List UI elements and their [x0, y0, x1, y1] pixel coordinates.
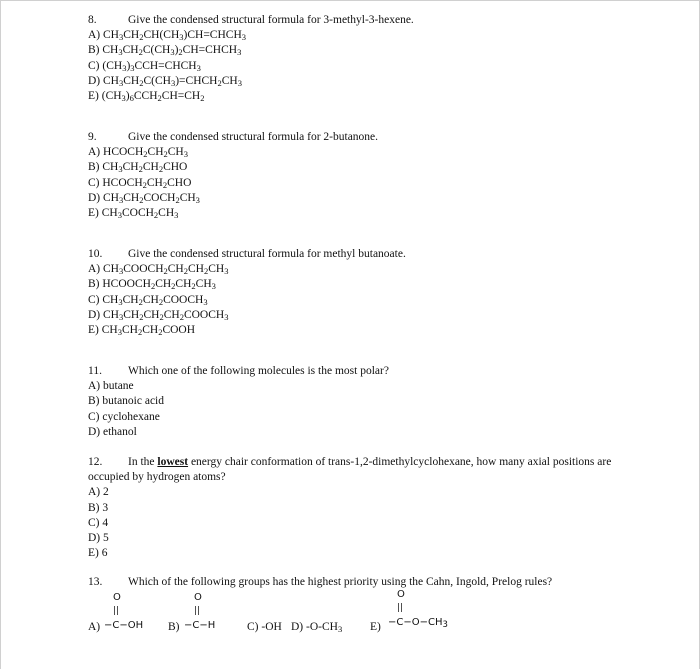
formula-subscript: 3 — [195, 194, 200, 205]
page-border-top — [0, 0, 700, 1]
option-e — [88, 323, 658, 338]
question-11 — [88, 364, 658, 440]
group-a-formula: −C−OH — [104, 620, 144, 631]
formula-subscript: 3 — [196, 62, 201, 73]
question-text: Which one of the following molecules is the most polar? — [128, 365, 389, 377]
formula-subscript: 2 — [183, 266, 188, 277]
question-12 — [88, 455, 658, 561]
option-e — [88, 89, 658, 104]
formula-text: CH — [188, 263, 204, 276]
question-text-start: In the — [128, 456, 158, 468]
formula-subscript: 3 — [179, 32, 184, 43]
formula-subscript: 2 — [158, 296, 164, 307]
carbonyl-oxygen-e: O — [397, 589, 405, 600]
formula-subscript: 3 — [118, 47, 123, 58]
option-label: D) — [88, 308, 101, 321]
formula-text: CH — [101, 324, 118, 337]
question-number: 9. — [88, 131, 97, 143]
formula-subscript: 3 — [119, 32, 124, 43]
question-number: 10. — [88, 248, 103, 260]
formula-text: CH — [142, 324, 159, 337]
option-label: E) — [88, 90, 99, 103]
formula-text: CH — [121, 324, 138, 337]
formula-text: CH — [102, 161, 119, 174]
page-border-left — [0, 0, 1, 669]
option-d — [88, 308, 658, 323]
option-a — [88, 28, 658, 43]
question-8 — [88, 13, 658, 104]
formula-text: CH=CHCH — [182, 44, 238, 57]
formula-subscript: 2 — [203, 266, 209, 277]
group-e-formula — [388, 617, 448, 628]
formula-text: CH — [221, 74, 238, 87]
formula-text: CH — [103, 29, 119, 42]
formula-subscript: 3 — [121, 93, 126, 104]
formula-text: CH — [123, 308, 140, 321]
question-text: Give the condensed structural formula for methyl butanoate. — [128, 248, 406, 260]
formula-subscript: 2 — [142, 179, 147, 190]
formula-subscript: 2 — [159, 311, 164, 322]
option-label: C) — [88, 293, 100, 306]
option-c — [88, 176, 658, 191]
formula-subscript: 3 — [118, 296, 123, 307]
formula-text: CH — [123, 74, 140, 87]
formula-subscript: 2 — [171, 281, 176, 292]
formula-subscript: 3 — [183, 149, 188, 160]
formula-text: CH — [103, 308, 119, 321]
carbonyl-oxygen-a: O — [113, 592, 121, 603]
formula-subscript: 3 — [237, 77, 242, 88]
formula-text: CH — [146, 176, 163, 189]
formula-text: CH — [208, 263, 225, 276]
option-c: C) cyclohexane — [88, 410, 160, 423]
option-label: B) — [88, 278, 100, 291]
formula-text: HCOOCH — [102, 278, 151, 291]
formula-text: CH — [195, 278, 212, 291]
formula-text: CH — [143, 308, 160, 321]
formula-text: CH — [103, 263, 119, 276]
option-c: C) -OH — [247, 621, 282, 633]
formula-subscript: 3 — [170, 77, 176, 88]
question-10-stem — [88, 247, 658, 262]
question-12-stem — [88, 455, 658, 470]
option-a — [88, 262, 658, 277]
question-number: 11. — [88, 365, 102, 377]
option-b — [88, 160, 658, 175]
formula-text: C(CH — [143, 74, 171, 87]
group-e-subscript: 3 — [442, 620, 448, 630]
formula-subscript: 2 — [217, 77, 222, 88]
option-label: A) — [88, 146, 101, 159]
option-e-label: E) — [370, 621, 381, 633]
question-13 — [88, 575, 658, 590]
formula-text: CH — [101, 207, 118, 220]
option-b: B) 3 — [88, 501, 109, 514]
formula-text: )CH=CHCH — [183, 29, 242, 42]
option-a — [88, 145, 658, 160]
option-a-label: A) — [88, 621, 101, 633]
option-d: D) 5 — [88, 532, 109, 545]
formula-text: )=CHCH — [175, 74, 218, 87]
formula-text: CH — [147, 146, 164, 159]
formula-text: CH=CH — [161, 90, 201, 103]
formula-text: CH — [158, 207, 175, 220]
option-label: D) — [88, 191, 101, 204]
option-d-subscript: 3 — [337, 624, 343, 634]
question-text: Give the condensed structural formula for 3-methyl-3-hexene. — [128, 14, 414, 26]
formula-text: COCH — [121, 207, 154, 220]
double-bond-b: || — [194, 606, 201, 616]
formula-subscript: 2 — [157, 93, 162, 104]
formula-subscript: 2 — [139, 194, 144, 205]
option-d — [88, 191, 658, 206]
formula-subscript: 2 — [162, 179, 168, 190]
question-10-options — [88, 262, 658, 338]
question-13-stem — [88, 575, 658, 590]
formula-text: CH — [175, 278, 192, 291]
formula-text: COOCH — [183, 308, 225, 321]
question-text-end: energy chair conformation of trans-1,2-dimethylcyclohexane, how many axial positions are — [188, 456, 612, 468]
option-label: D) — [88, 74, 101, 87]
formula-text: COCH — [143, 191, 176, 204]
question-text-continued: occupied by hydrogen atoms? — [88, 471, 226, 484]
formula-text: C(CH — [142, 44, 171, 57]
option-b — [88, 43, 658, 58]
option-label: A) — [88, 29, 101, 42]
formula-subscript: 3 — [122, 62, 127, 73]
formula-subscript: 3 — [174, 210, 179, 221]
formula-text: CH — [103, 74, 119, 87]
formula-subscript: 2 — [163, 149, 168, 160]
option-a: A) 2 — [88, 486, 109, 499]
question-text: Give the condensed structural formula for 2-butanone. — [128, 131, 379, 143]
formula-subscript: 3 — [130, 62, 135, 73]
option-label: E) — [88, 207, 99, 220]
formula-subscript: 2 — [191, 281, 196, 292]
formula-subscript: 2 — [200, 93, 205, 104]
formula-text: CH — [122, 44, 139, 57]
formula-subscript: 2 — [158, 327, 163, 338]
formula-text: CHO — [167, 176, 192, 189]
formula-text: CH — [123, 191, 140, 204]
formula-text: (CH — [101, 90, 122, 103]
formula-subscript: 2 — [139, 32, 144, 43]
formula-text: (CH — [102, 59, 123, 72]
formula-subscript: 3 — [224, 266, 229, 277]
formula-text: CH — [122, 161, 139, 174]
question-9 — [88, 130, 658, 221]
formula-subscript: 2 — [158, 164, 164, 175]
option-c — [88, 59, 658, 74]
formula-subscript: 3 — [117, 210, 122, 221]
formula-text: CH — [122, 293, 139, 306]
formula-subscript: 2 — [163, 266, 168, 277]
formula-subscript: 2 — [175, 194, 180, 205]
formula-subscript: 3 — [241, 32, 247, 43]
formula-subscript: 3 — [211, 281, 216, 292]
question-text: Which of the following groups has the highest priority using the Cahn, Ingold, Prelog rules? — [128, 576, 553, 588]
formula-text: HCOCH — [102, 176, 143, 189]
formula-text: CH — [167, 263, 184, 276]
formula-subscript: 2 — [153, 210, 159, 221]
formula-subscript: 2 — [138, 47, 143, 58]
formula-subscript: 3 — [117, 327, 122, 338]
formula-subscript: 3 — [119, 266, 124, 277]
option-label: B) — [88, 44, 100, 57]
formula-subscript: 2 — [150, 281, 156, 292]
option-b: B) butanoic acid — [88, 395, 165, 408]
carbonyl-oxygen-b: O — [194, 592, 202, 603]
formula-text: COOH — [162, 324, 196, 337]
question-9-stem — [88, 130, 658, 145]
option-b-label: B) — [168, 621, 180, 633]
formula-text: CCH=CHCH — [134, 59, 197, 72]
option-label: C) — [88, 59, 100, 72]
formula-text: CH — [103, 191, 119, 204]
formula-text: ) — [125, 90, 130, 103]
formula-subscript: 3 — [119, 77, 124, 88]
formula-text: CH — [102, 44, 119, 57]
formula-text: COOCH — [163, 293, 204, 306]
option-e — [88, 206, 658, 221]
formula-subscript: 2 — [138, 296, 143, 307]
question-9-options — [88, 145, 658, 221]
formula-subscript: 2 — [138, 164, 143, 175]
formula-text: HCOCH — [103, 146, 144, 159]
group-e-text: −C−O−CH — [388, 617, 443, 628]
question-number: 13. — [88, 576, 103, 588]
formula-text: CH — [179, 191, 196, 204]
option-e: E) 6 — [88, 547, 108, 560]
option-d-text: D) -O-CH — [291, 621, 338, 633]
option-c — [88, 293, 658, 308]
question-8-stem — [88, 13, 658, 28]
double-bond-e: || — [397, 603, 404, 613]
formula-text: CH(CH — [143, 29, 180, 42]
formula-subscript: 2 — [179, 311, 184, 322]
question-8-options — [88, 28, 658, 104]
formula-text: CHO — [163, 161, 188, 174]
formula-text: CH — [123, 29, 140, 42]
option-d — [88, 74, 658, 89]
question-number: 12. — [88, 456, 103, 468]
formula-text: CH — [142, 293, 159, 306]
option-label: B) — [88, 161, 100, 174]
formula-text: CH — [102, 293, 119, 306]
formula-text: CH — [142, 161, 159, 174]
formula-subscript: 2 — [139, 77, 144, 88]
formula-text: CH — [155, 278, 172, 291]
formula-subscript: 3 — [224, 311, 229, 322]
group-b-formula: −C−H — [184, 620, 216, 631]
question-11-stem — [88, 364, 658, 379]
option-label: E) — [88, 324, 99, 337]
formula-text: ) — [174, 44, 179, 57]
formula-text: COOCH — [123, 263, 164, 276]
formula-text: CH — [167, 146, 184, 159]
formula-subscript: 6 — [129, 93, 134, 104]
formula-subscript: 3 — [119, 311, 124, 322]
formula-subscript: 2 — [143, 149, 148, 160]
question-10 — [88, 247, 658, 338]
formula-subscript: 2 — [139, 311, 144, 322]
option-c: C) 4 — [88, 516, 109, 529]
option-label: A) — [88, 263, 101, 276]
formula-subscript: 3 — [119, 194, 124, 205]
formula-subscript: 3 — [170, 47, 175, 58]
option-d: D) ethanol — [88, 425, 137, 438]
formula-subscript: 2 — [137, 327, 143, 338]
formula-subscript: 3 — [118, 164, 123, 175]
double-bond-a: || — [113, 606, 120, 616]
emphasized-word: lowest — [157, 456, 189, 468]
formula-subscript: 3 — [237, 47, 242, 58]
formula-text: CCH — [133, 90, 158, 103]
option-a: A) butane — [88, 380, 134, 393]
option-d — [291, 621, 342, 633]
option-label: C) — [88, 176, 100, 189]
option-b — [88, 277, 658, 292]
formula-text: ) — [126, 59, 131, 72]
formula-subscript: 2 — [178, 47, 183, 58]
question-number: 8. — [88, 14, 97, 26]
formula-text: CH — [163, 308, 180, 321]
formula-subscript: 3 — [203, 296, 208, 307]
